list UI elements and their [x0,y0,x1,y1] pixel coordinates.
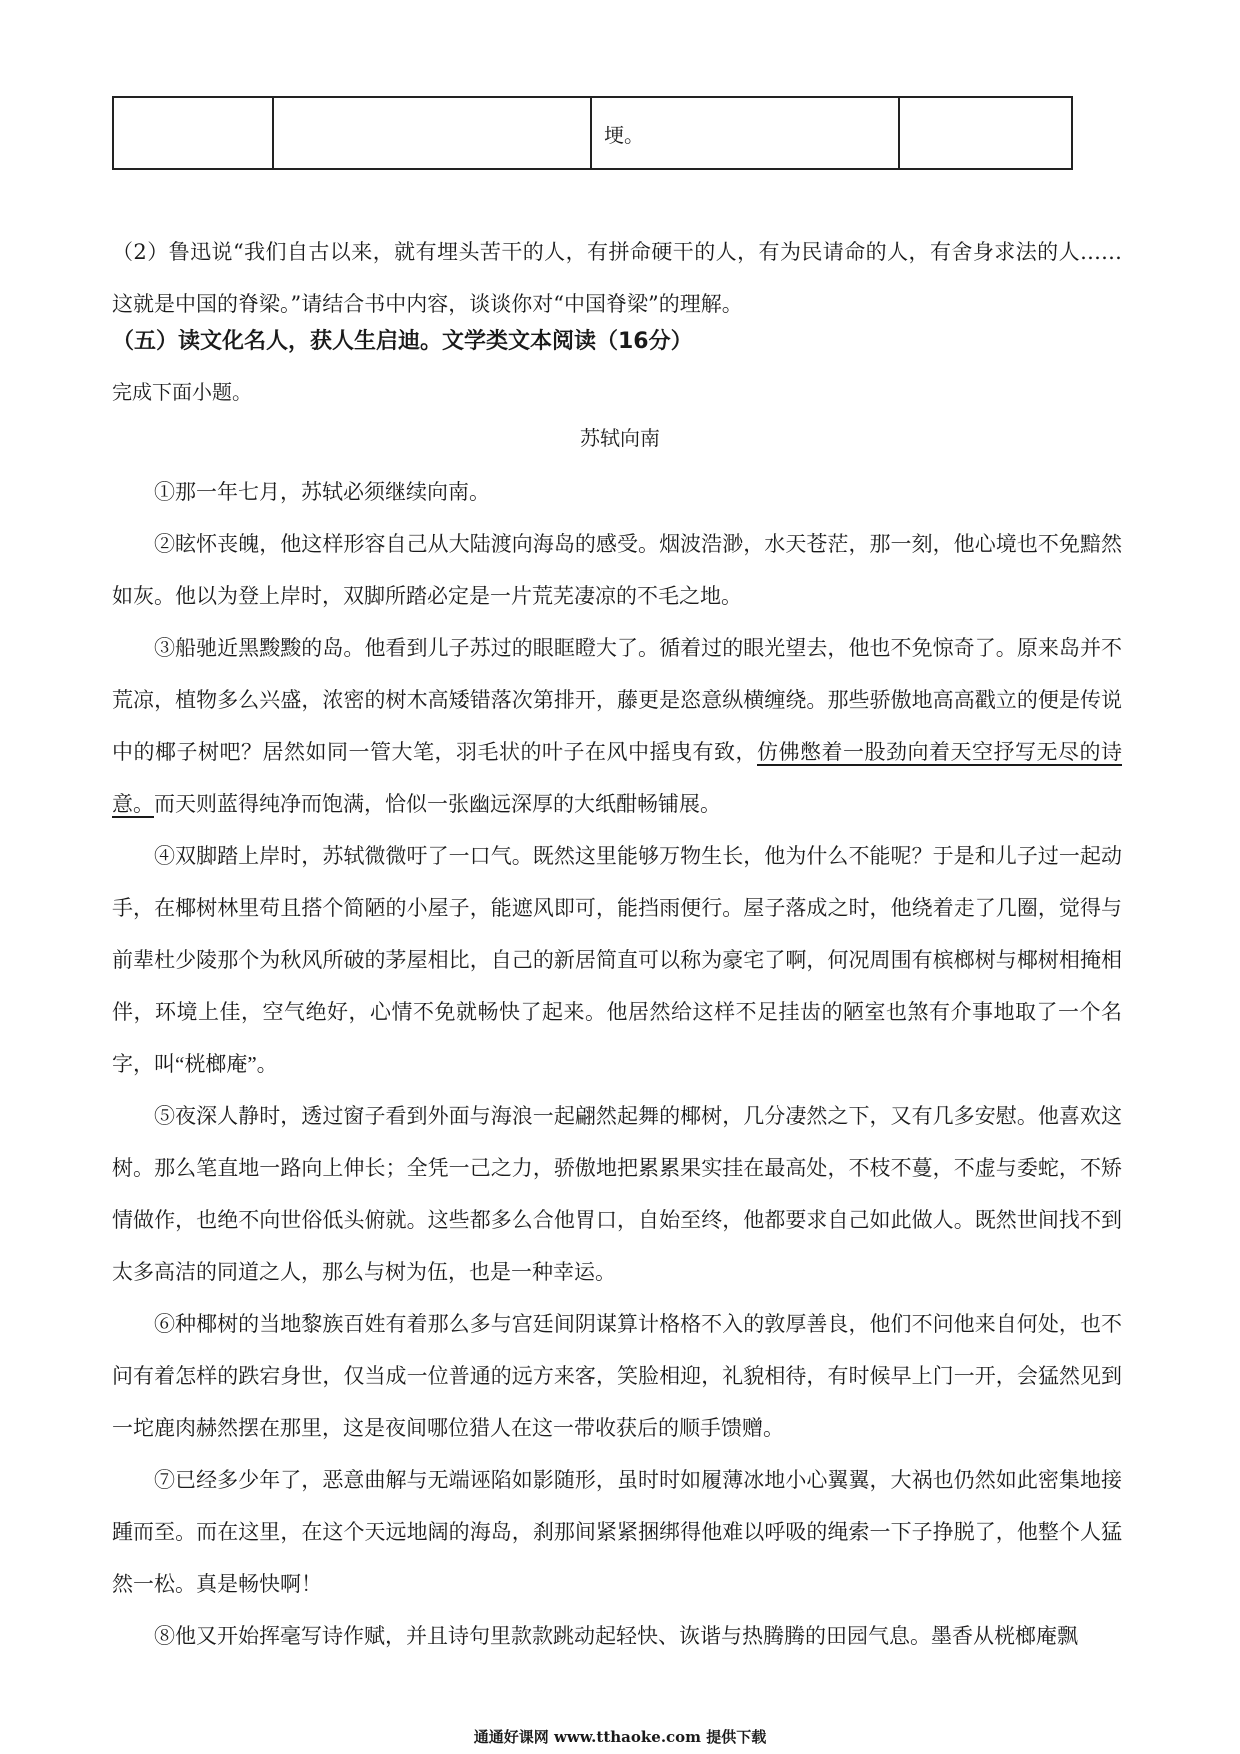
paragraph-3 [112,622,1122,830]
section-instruction: 完成下面小题。 [112,380,252,404]
paragraph-3-text: ③船驰近黑黢黢的岛。他看到儿子苏过的眼眶瞪大了。循着过的眼光望去，他也不免惊奇了。原来岛并不荒凉，植物多么兴盛，浓密的树木高矮错落次第排开，藤更是恣意纵横缠绕。那些骄傲地高高戳立的便是传说中的椰子树吧？居然如同一管大笔，羽毛状的叶子在风中摇曳有致， [112,636,1122,764]
table-cell: 埂。 [591,97,899,169]
essay-title: 苏轼向南 [580,426,660,450]
paragraph-2: ②眩怀丧魄，他这样形容自己从大陆渡向海岛的感受。烟波浩渺，水天苍茫，那一刻，他心境也不免黯然如灰。他以为登上岸时，双脚所踏必定是一片荒芜凄凉的不毛之地。 [112,532,1122,608]
table-cell [113,97,273,169]
paragraph-8: ⑧他又开始挥毫写诗作赋，并且诗句里款款跳动起轻快、诙谐与热腾腾的田园气息。墨香从桄榔庵飘 [154,1624,1078,1648]
table-cell [899,97,1072,169]
page-footer: 通通好课网 www.tthaoke.com 提供下载 [473,1728,767,1746]
question-2: （2）鲁迅说“我们自古以来，就有埋头苦干的人，有拼命硬干的人，有为民请命的人，有舍身求法的人……这就是中国的脊梁。”请结合书中内容，谈谈你对“中国脊梁”的理解。 [112,240,1122,316]
underlined-sentence: 仿佛憋着一股劲向着天空抒写无尽的诗意。 [112,740,1122,816]
table-cell [273,97,591,169]
paragraph-7: ⑦已经多少年了，恶意曲解与无端诬陷如影随形，虽时时如履薄冰地小心翼翼，大祸也仍然如此密集地接踵而至。而在这里，在这个天远地阔的海岛，刹那间紧紧捆绑得他难以呼吸的绳索一下子挣脱了，他整个人猛然一松。真是畅快啊！ [112,1468,1122,1596]
paragraph-6: ⑥种椰树的当地黎族百姓有着那么多与宫廷间阴谋算计格格不入的敦厚善良，他们不问他来自何处，也不问有着怎样的跌宕身世，仅当成一位普通的远方来客，笑脸相迎，礼貌相待，有时候早上门一开，会猛然见到一坨鹿肉赫然摆在那里，这是夜间哪位猎人在这一带收获后的顺手馈赠。 [112,1312,1122,1440]
paragraph-5: ⑤夜深人静时，透过窗子看到外面与海浪一起翩然起舞的椰树，几分凄然之下，又有几多安慰。他喜欢这树。那么笔直地一路向上伸长；全凭一己之力，骄傲地把累累果实挂在最高处，不枝不蔓，不虚与委蛇，不矫情做作，也绝不向世俗低头俯就。这些都多么合他胃口，自始至终，他都要求自己如此做人。既然世间找不到太多高洁的同道之人，那么与树为伍，也是一种幸运。 [112,1104,1122,1284]
paragraph-1: ①那一年七月，苏轼必须继续向南。 [154,480,490,504]
table-fragment [112,96,1073,170]
essay-body [112,466,1122,1662]
paragraph-3-text-end: 而天则蓝得纯净而饱满，恰似一张幽远深厚的大纸酣畅铺展。 [154,792,721,816]
table-row [113,97,1072,169]
section-heading: （五）读文化名人，获人生启迪。文学类文本阅读（16分） [112,329,693,354]
paragraph-4: ④双脚踏上岸时，苏轼微微吁了一口气。既然这里能够万物生长，他为什么不能呢？于是和儿子过一起动手，在椰树林里苟且搭个简陋的小屋子，能遮风即可，能挡雨便行。屋子落成之时，他绕着走了几圈，觉得与前辈杜少陵那个为秋风所破的茅屋相比，自己的新居简直可以称为豪宅了啊，何况周围有槟榔树与椰树相掩相伴，环境上佳，空气绝好，心情不免就畅快了起来。他居然给这样不足挂齿的陋室也煞有介事地取了一个名字，叫“桄榔庵”。 [112,844,1122,1076]
